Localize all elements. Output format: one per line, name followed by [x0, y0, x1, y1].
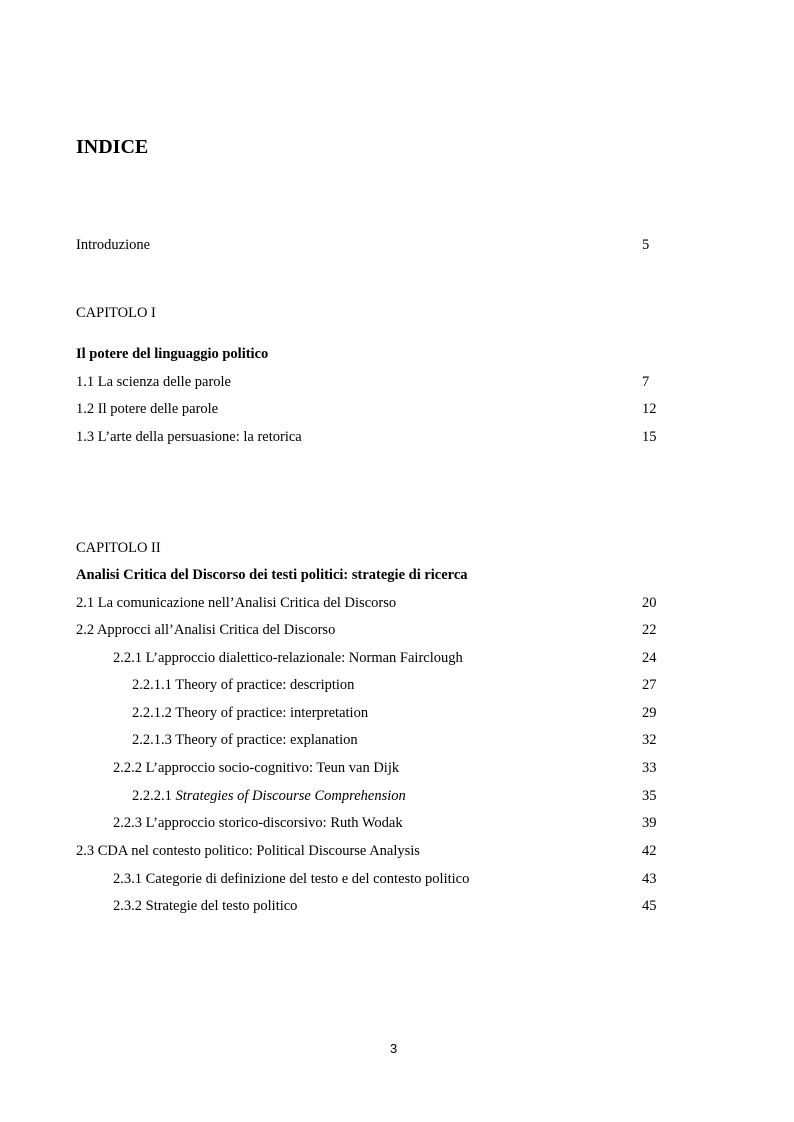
- toc-page-introduzione: 5: [642, 237, 650, 253]
- toc-page: 39: [642, 815, 657, 831]
- toc-page: 43: [642, 871, 657, 887]
- toc-entry: 1.3 L’arte della persuasione: la retorica: [76, 429, 302, 445]
- toc-page: 45: [642, 898, 657, 914]
- toc-page: 29: [642, 705, 657, 721]
- toc-entry: 2.2.1.3 Theory of practice: explanation: [132, 732, 358, 748]
- toc-entry: 2.2.1.2 Theory of practice: interpretation: [132, 705, 369, 721]
- toc-page: 42: [642, 843, 657, 859]
- toc-entry: 1.1 La scienza delle parole: [76, 374, 231, 390]
- toc-entry: 2.2.2 L’approccio socio-cognitivo: Teun van Dijk: [113, 760, 400, 776]
- toc-page: 7: [642, 374, 650, 390]
- toc-page: 12: [642, 401, 657, 417]
- toc-page: 35: [642, 788, 657, 804]
- toc-entry: 2.2.1 L’approccio dialettico-relazionale: Norman Fairclough: [113, 650, 463, 666]
- toc-entry-introduzione: Introduzione: [76, 237, 151, 253]
- page-title: INDICE: [76, 136, 149, 158]
- chapter-2-heading: CAPITOLO II: [76, 540, 161, 556]
- toc-page: 15: [642, 429, 657, 445]
- chapter-1-heading: CAPITOLO I: [76, 305, 156, 321]
- toc-entry: 1.2 Il potere delle parole: [76, 401, 219, 417]
- toc-page: 27: [642, 677, 657, 693]
- toc-page: 22: [642, 622, 657, 638]
- toc-page: 20: [642, 595, 657, 611]
- page-number: 3: [390, 1041, 398, 1056]
- toc-entry-prefix: 2.2.2.1: [132, 788, 176, 804]
- toc-page: 24: [642, 650, 657, 666]
- toc-entry: 2.2.3 L’approccio storico-discorsivo: Ruth Wodak: [113, 815, 403, 831]
- chapter-2-subtitle: Analisi Critica del Discorso dei testi politici: strategie di ricerca: [76, 567, 468, 583]
- toc-entry: 2.2 Approcci all’Analisi Critica del Discorso: [76, 622, 336, 638]
- toc-entry: 2.3.2 Strategie del testo politico: [113, 898, 298, 914]
- toc-entry: 2.3.1 Categorie di definizione del testo e del contesto politico: [113, 871, 470, 887]
- toc-entry: 2.2.1.1 Theory of practice: description: [132, 677, 355, 693]
- toc-entry: 2.1 La comunicazione nell’Analisi Critica del Discorso: [76, 595, 397, 611]
- toc-page: 32: [642, 732, 657, 748]
- toc-entry: 2.3 CDA nel contesto politico: Political Discourse Analysis: [76, 843, 420, 859]
- toc-entry: [132, 788, 406, 805]
- toc-page: 33: [642, 760, 657, 776]
- toc-entry-italic-title: Strategies of Discourse Comprehension: [175, 788, 406, 804]
- chapter-1-subtitle: Il potere del linguaggio politico: [76, 346, 269, 362]
